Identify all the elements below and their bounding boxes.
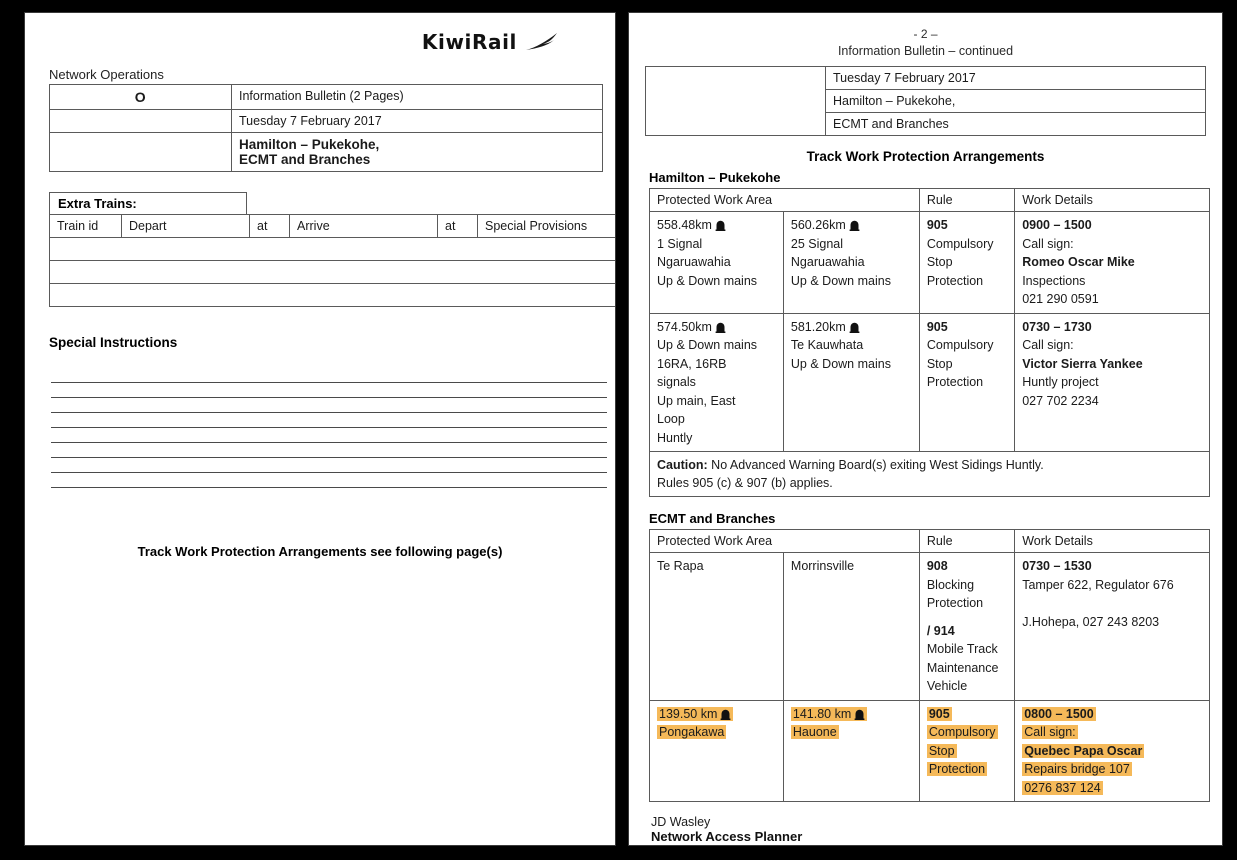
work-detail-wrap	[1022, 760, 1202, 779]
call-sign-label: Call sign:	[1024, 725, 1076, 740]
bulletin-page-1	[24, 12, 616, 846]
track-work-protection-title: Track Work Protection Arrangements	[806, 149, 1045, 164]
call-sign-label: Call sign:	[1022, 236, 1074, 251]
table-row	[646, 67, 1206, 90]
col-at-depart: at	[250, 215, 290, 238]
rule-code: 905	[928, 706, 950, 721]
km-post-marker-icon	[715, 220, 726, 231]
table-row	[650, 553, 1210, 701]
extra-trains-empty-row[interactable]	[50, 261, 617, 284]
col-protected-work-area: Protected Work Area	[650, 530, 920, 553]
blank-rule-line[interactable]	[51, 458, 607, 473]
rule-line: Compulsory	[926, 338, 994, 352]
table-header-row	[50, 215, 617, 238]
caution-cell	[650, 452, 1210, 497]
area-km-line: 558.48km	[657, 216, 776, 235]
call-sign-value: Quebec Papa Oscar	[1024, 743, 1143, 758]
work-phone: 021 290 0591	[1022, 292, 1099, 306]
work-detail-line: Inspections	[1022, 273, 1086, 288]
area-km-line: 581.20km	[791, 318, 912, 337]
special-instructions-lines	[51, 368, 607, 488]
table-row	[650, 452, 1210, 497]
protected-area-b	[783, 700, 919, 802]
rule-line: Protection	[926, 273, 984, 288]
page-number: - 2 –	[913, 27, 938, 41]
area-km-line	[791, 705, 912, 724]
area-line-wrap	[791, 723, 912, 742]
extra-trains-block	[49, 192, 616, 307]
route-line-1-cell: Hamilton – Pukekohe,	[826, 90, 1206, 113]
rule-code: 908	[926, 559, 948, 574]
area-line: Ngaruawahia	[657, 255, 731, 269]
section-heading-ecmt-and-branches: ECMT and Branches	[649, 511, 776, 527]
area-line: Up & Down mains	[657, 338, 758, 352]
work-time: 0900 – 1500	[1022, 218, 1092, 232]
work-details-cell	[1015, 313, 1210, 452]
blank-rule-line[interactable]	[51, 383, 607, 398]
rule-cell	[919, 553, 1014, 701]
km-post-marker-icon	[715, 322, 726, 333]
work-detail-spacer	[1022, 594, 1202, 613]
area-line: Up & Down mains	[790, 356, 891, 371]
rule-line: Compulsory	[926, 236, 994, 251]
rule-code: 905	[926, 218, 948, 232]
area-line: Te Rapa	[657, 559, 704, 574]
km-post-marker-icon	[854, 709, 865, 720]
area-line: Up & Down mains	[790, 273, 891, 288]
rule-code-wrap	[927, 705, 1007, 724]
rule-cell	[919, 313, 1014, 452]
area-line: Ngaruawahia	[790, 255, 865, 269]
bulletin-header-table	[49, 84, 603, 172]
table-header-row	[650, 189, 1210, 212]
work-phone-wrap	[1022, 779, 1202, 798]
area-line: signals	[657, 375, 696, 389]
work-time-wrap	[1022, 705, 1202, 724]
area-line: Te Kauwhata	[790, 338, 864, 352]
rule-line: Protection	[926, 596, 984, 611]
rule-code: 905	[926, 319, 948, 334]
work-detail-line: Repairs bridge 107	[1024, 762, 1130, 777]
bulletin-title-cell: Information Bulletin (2 Pages)	[232, 85, 603, 110]
blank-rule-line[interactable]	[51, 398, 607, 413]
protected-area-a	[650, 212, 784, 314]
rule-line: Mobile Track	[926, 642, 998, 657]
blank-rule-line[interactable]	[51, 443, 607, 458]
table-header-row	[650, 530, 1210, 553]
protected-area-a	[650, 553, 784, 701]
table-row	[650, 212, 1210, 314]
bulletin-page-2	[628, 12, 1223, 846]
call-sign-wrap	[1022, 742, 1202, 761]
area-km-line: 574.50km	[657, 318, 776, 337]
empty-cell	[50, 133, 232, 172]
rule-line: Stop	[928, 743, 955, 758]
rule-line: Compulsory	[928, 725, 996, 740]
area-km-line	[657, 705, 776, 724]
rule-code-secondary: / 914	[926, 623, 955, 638]
caution-line-1	[657, 456, 1202, 474]
col-special-provisions: Special Provisions	[478, 215, 617, 238]
col-at-arrive: at	[438, 215, 478, 238]
table-row[interactable]	[50, 238, 617, 261]
call-sign-value: Romeo Oscar Mike	[1022, 255, 1135, 269]
rule-line-wrap	[927, 760, 1007, 779]
caution-label: Caution:	[657, 458, 708, 472]
rule-line: Blocking	[926, 577, 975, 592]
rule-line: Stop	[926, 356, 953, 371]
work-detail-line: Tamper 622, Regulator 676	[1022, 577, 1174, 592]
signoff-role: Network Access Planner	[651, 829, 803, 845]
extra-trains-empty-row[interactable]	[50, 238, 617, 261]
table-row	[650, 313, 1210, 452]
table-row	[50, 85, 603, 110]
area-line: Up main, East	[657, 393, 736, 408]
area-km-highlight: 141.80 km	[791, 707, 867, 721]
blank-rule-line[interactable]	[51, 413, 607, 428]
area-km-highlight: 139.50 km	[657, 707, 733, 721]
protected-area-b	[783, 313, 919, 452]
rule-line: Protection	[926, 375, 984, 389]
col-work-details: Work Details	[1015, 189, 1210, 212]
km-post-marker-icon	[849, 322, 860, 333]
table-row	[50, 110, 603, 133]
area-line: Morrinsville	[790, 559, 855, 574]
network-operations-label: Network Operations	[49, 67, 164, 82]
work-table-ecmt-and-branches	[649, 529, 1210, 802]
col-arrive: Arrive	[290, 215, 438, 238]
km-post-marker-icon	[849, 220, 860, 231]
blank-rule-line[interactable]	[51, 368, 607, 383]
area-line: Huntly	[657, 430, 693, 445]
rule-line: Stop	[926, 255, 953, 269]
extra-trains-empty-row[interactable]	[50, 284, 617, 307]
work-details-cell	[1015, 212, 1210, 314]
bulletin-date-cell: Tuesday 7 February 2017	[232, 110, 603, 133]
work-phone: 0276 837 124	[1024, 780, 1101, 795]
work-contact-line: J.Hohepa, 027 243 8203	[1022, 614, 1160, 629]
area-line: 16RA, 16RB	[657, 356, 727, 371]
caution-line-2: Rules 905 (c) & 907 (b) applies.	[657, 476, 833, 491]
work-table-hamilton-pukekohe	[649, 188, 1210, 497]
call-sign-value: Victor Sierra Yankee	[1022, 356, 1143, 371]
o-marker: O	[134, 89, 147, 105]
col-depart: Depart	[122, 215, 250, 238]
kiwirail-logo	[43, 27, 597, 57]
call-sign-label: Call sign:	[1022, 338, 1074, 352]
area-line: 1 Signal	[657, 236, 703, 251]
signoff-block	[651, 815, 1206, 844]
kiwirail-swoosh-icon	[525, 32, 559, 52]
section-heading-hamilton-pukekohe: Hamilton – Pukekohe	[649, 170, 781, 185]
rule-cell	[919, 700, 1014, 802]
kiwirail-wordmark: KiwiRail	[421, 30, 517, 54]
route-line-2: ECMT and Branches	[239, 152, 371, 167]
extra-trains-table	[49, 214, 616, 307]
blank-rule-line[interactable]	[51, 428, 607, 443]
protected-area-b	[783, 553, 919, 701]
table-row	[50, 133, 603, 172]
col-train-id: Train id	[50, 215, 122, 238]
col-work-details: Work Details	[1015, 530, 1210, 553]
rule-line: Protection	[928, 762, 986, 777]
work-time: 0800 – 1500	[1024, 706, 1094, 721]
area-line: Hauone	[792, 725, 837, 740]
special-instructions-title: Special Instructions	[49, 335, 178, 350]
work-time: 0730 – 1530	[1022, 559, 1092, 574]
work-phone: 027 702 2234	[1022, 393, 1099, 408]
area-line: 25 Signal	[790, 236, 844, 251]
area-line-wrap	[657, 723, 776, 742]
col-protected-work-area: Protected Work Area	[650, 189, 920, 212]
track-work-footer-note: Track Work Protection Arrangements see following page(s)	[137, 544, 503, 559]
table-row-highlighted	[650, 700, 1210, 802]
bulletin-date-cell: Tuesday 7 February 2017	[826, 67, 1206, 90]
bulletin-route-cell	[232, 133, 603, 172]
work-details-cell	[1015, 700, 1210, 802]
work-time: 0730 – 1730	[1022, 319, 1092, 334]
continued-label: Information Bulletin – continued	[837, 44, 1014, 58]
area-km-line: 560.26km	[791, 216, 912, 235]
area-line: Pongakawa	[659, 725, 725, 740]
rule-line-wrap	[927, 723, 1007, 742]
work-detail-line: Huntly project	[1022, 375, 1099, 389]
area-line: Loop	[657, 412, 685, 426]
route-line-2-cell: ECMT and Branches	[826, 113, 1206, 136]
call-sign-label-wrap	[1022, 723, 1202, 742]
col-rule: Rule	[919, 189, 1014, 212]
rule-line-wrap	[927, 742, 1007, 761]
protected-area-b	[783, 212, 919, 314]
signoff-name: JD Wasley	[651, 815, 711, 830]
blank-rule-line[interactable]	[51, 473, 607, 488]
col-rule: Rule	[919, 530, 1014, 553]
rule-line: Vehicle	[926, 679, 968, 694]
area-line: Up & Down mains	[657, 273, 758, 288]
km-post-marker-icon	[720, 709, 731, 720]
caution-text: No Advanced Warning Board(s) exiting West Sidings Huntly.	[707, 458, 1044, 472]
protected-area-a	[650, 313, 784, 452]
rule-cell	[919, 212, 1014, 314]
route-line-1: Hamilton – Pukekohe,	[239, 137, 380, 152]
table-row[interactable]	[50, 261, 617, 284]
page2-header-table	[645, 66, 1206, 136]
empty-cell	[646, 67, 826, 136]
extra-trains-title: Extra Trains:	[49, 192, 247, 214]
protected-area-a	[650, 700, 784, 802]
o-marker-cell	[50, 85, 232, 110]
empty-cell	[50, 110, 232, 133]
table-row[interactable]	[50, 284, 617, 307]
rule-line: Maintenance	[926, 660, 999, 675]
work-details-cell	[1015, 553, 1210, 701]
